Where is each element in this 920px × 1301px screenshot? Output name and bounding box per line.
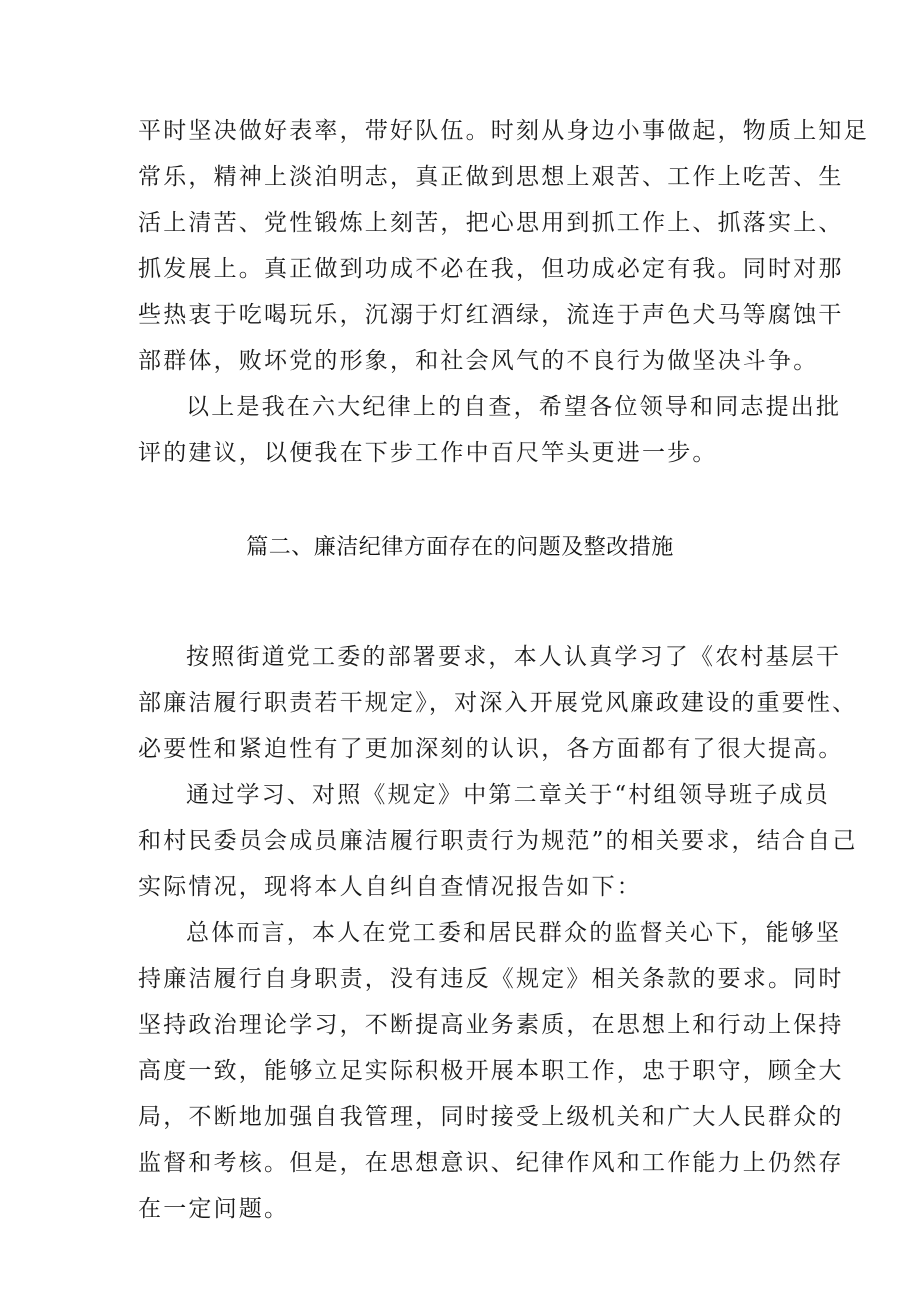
text-line: 通过学习、对照《规定》中第二章关于“村组领导班子成员 [186, 782, 830, 808]
text-line: 平时坚决做好表率，带好队伍。时刻从身边小事做起，物质上知足 [138, 118, 869, 144]
text-line: 总体而言，本人在党工委和居民群众的监督关心下，能够坚 [186, 920, 842, 946]
text-line: 些热衷于吃喝玩乐，沉溺于灯红酒绿，流连于声色犬马等腐蚀干 [138, 302, 844, 328]
text-line: 高度一致，能够立足实际积极开展本职工作，忠于职守，顾全大 [138, 1058, 844, 1084]
text-line: 实际情况，现将本人自纠自查情况报告如下： [138, 874, 642, 900]
text-line: 局，不断地加强自我管理，同时接受上级机关和广大人民群众的 [138, 1104, 844, 1130]
text-line: 部群体，败坏党的形象，和社会风气的不良行为做坚决斗争。 [138, 348, 819, 374]
text-line: 必要性和紧迫性有了更加深刻的认识，各方面都有了很大提高。 [138, 736, 844, 762]
text-line: 和村民委员会成员廉洁履行职责行为规范”的相关要求，结合自己 [138, 828, 858, 854]
text-line: 评的建议，以便我在下步工作中百尺竿头更进一步。 [138, 440, 718, 466]
text-line: 在一定问题。 [138, 1196, 290, 1222]
text-line: 按照街道党工委的部署要求，本人认真学习了《农村基层干 [186, 644, 842, 670]
text-line: 以上是我在六大纪律上的自查，希望各位领导和同志提出批 [186, 394, 842, 420]
section-title: 篇二、廉洁纪律方面存在的问题及整改措施 [246, 535, 674, 560]
text-line: 活上清苦、党性锻炼上刻苦，把心思用到抓工作上、抓落实上、 [138, 210, 844, 236]
text-line: 监督和考核。但是，在思想意识、纪律作风和工作能力上仍然存 [138, 1150, 844, 1176]
text-line: 持廉洁履行自身职责，没有违反《规定》相关条款的要求。同时 [138, 966, 844, 992]
text-line: 抓发展上。真正做到功成不必在我，但功成必定有我。同时对那 [138, 256, 844, 282]
text-line: 部廉洁履行职责若干规定》，对深入开展党风廉政建设的重要性、 [138, 690, 858, 716]
text-line: 坚持政治理论学习，不断提高业务素质，在思想上和行动上保持 [138, 1012, 844, 1038]
text-line: 常乐，精神上淡泊明志，真正做到思想上艰苦、工作上吃苦、生 [138, 164, 844, 190]
